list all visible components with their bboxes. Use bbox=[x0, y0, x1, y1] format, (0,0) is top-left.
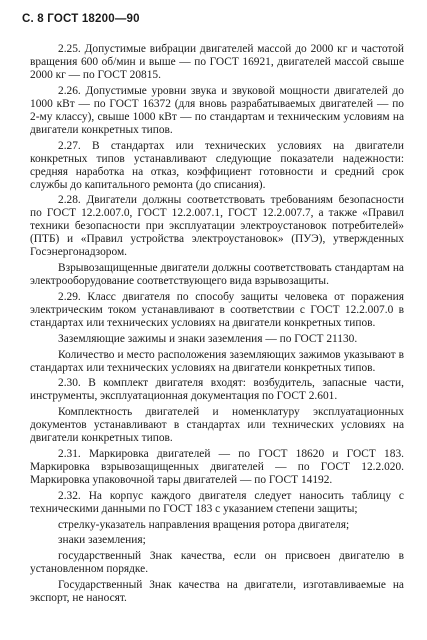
paragraph-2-28: 2.28. Двигатели должны соответствовать требованиям безопасности по ГОСТ 12.2.007.0, ГОСТ 12.2.007.1, ГОСТ 12.2.007.7, а также «Правил техники безопасности при эксплуатации электроустановок потребителей» (ПТБ) и «Правил устройства электроустановок» (ПУЭ), утвержденных Госэнергонадзором. bbox=[30, 194, 404, 259]
paragraph-grounding-clamps: Заземляющие зажимы и знаки заземления — по ГОСТ 21130. bbox=[58, 332, 358, 345]
paragraph-explosion-proof: Взрывозащищенные двигатели должны соответствовать стандартам на электрооборудование соответствующего вида взрывозащиты. bbox=[30, 262, 404, 288]
paragraph-2-32: 2.32. На корпус каждого двигателя следует наносить таблицу с техническими данными по ГОСТ 183 с указанием степени защиты; bbox=[30, 489, 404, 515]
paragraph-2-27: 2.27. В стандартах или технических условиях на двигатели конкретных типов устанавливают следующие показатели надежности: средняя наработка на отказ, коэффициент готовности и средний срок службы до капитального ремонта (до списания). bbox=[30, 139, 404, 191]
paragraph-2-31: 2.31. Маркировка двигателей — по ГОСТ 18620 и ГОСТ 183. Маркировка взрывозащищенных двигателей — по ГОСТ 12.2.020. Маркировка упаковочной тары двигателей — по ГОСТ 14192. bbox=[30, 447, 404, 486]
document-body bbox=[30, 43, 404, 605]
paragraph-quality-mark: государственный Знак качества, если он присвоен двигателю в установленном порядке. bbox=[30, 550, 404, 576]
paragraph-2-29: 2.29. Класс двигателя по способу защиты человека от поражения электрическим током устанавливают в соответствии с ГОСТ 12.2.007.0 в стандартах или технических условиях на двигатели конкретных типов. bbox=[30, 290, 404, 329]
page-header: С. 8 ГОСТ 18200—90 bbox=[22, 13, 140, 25]
paragraph-clamp-count: Количество и место расположения заземляющих зажимов указывают в стандартах или технических условиях на двигатели конкретных типов. bbox=[30, 348, 404, 374]
paragraph-export-quality-mark: Государственный Знак качества на двигатели, изготавливаемые на экспорт, не наносят. bbox=[30, 578, 404, 604]
paragraph-2-30: 2.30. В комплект двигателя входят: возбудитель, запасные части, инструменты, эксплуатационная документация по ГОСТ 2.601. bbox=[30, 377, 404, 403]
paragraph-completeness: Комплектность двигателей и номенклатуру эксплуатационных документов устанавливают в стандартах или технических условиях на двигатели конкретных типов. bbox=[30, 406, 404, 445]
paragraph-rotation-arrow: стрелку-указатель направления вращения ротора двигателя; bbox=[58, 518, 350, 531]
paragraph-2-25: 2.25. Допустимые вибрации двигателей массой до 2000 кг и частотой вращения 600 об/мин и выше — по ГОСТ 16921, двигателей массой свыше 2000 кг — по ГОСТ 20815. bbox=[30, 43, 404, 81]
paragraph-grounding-signs: знаки заземления; bbox=[58, 534, 146, 547]
paragraph-2-26: 2.26. Допустимые уровни звука и звуковой мощности двигателей до 1000 кВт — по ГОСТ 16372 (для вновь разрабатываемых двигателей — по 2-му классу), свыше 1000 кВт — по стандартам и техническим условиям на двигатели конкретных типов. bbox=[30, 84, 404, 136]
